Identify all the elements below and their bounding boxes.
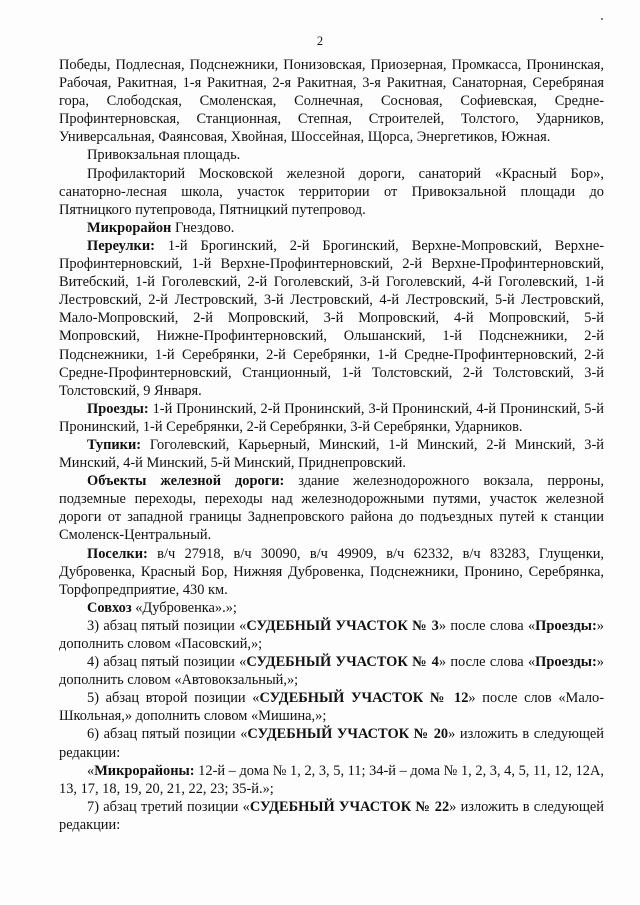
bold-text: Проезды:	[535, 654, 597, 671]
text-run: Гнездово.	[171, 219, 235, 236]
paragraph-prophylactorium	[59, 165, 604, 219]
bold-text: Тупики:	[87, 436, 142, 453]
text-run: Привокзальная площадь.	[87, 147, 241, 164]
text-run: Профилакторий Московской железной дороги, санаторий «Красный Бор», санаторно-лесная школа, участок территории от Привокзальной площади до Пятницкого путепровода, Пятницкий путепровод.	[59, 165, 604, 218]
document-body	[59, 56, 604, 834]
paragraph-item7	[59, 798, 604, 834]
page-number: 2	[316, 34, 324, 48]
paragraph-settlements	[59, 545, 604, 599]
paragraph-sovkhoz	[59, 599, 604, 617]
bold-text: СУДЕБНЫЙ УЧАСТОК № 4	[246, 654, 439, 671]
text-run: 6) абзац пятый позиции «	[87, 726, 248, 743]
text-run: » изложить в следующей редакции:	[59, 798, 605, 833]
text-run: 1-й Брогинский, 2-й Брогинский, Верхне-Мопровский, Верхне-Профинтерновский, 1-й Верхне-Профинтерновский, 2-й Верхне-Профинтерновский, Витебский, 1-й Гоголевский, 2-й Гоголевский, 3-й Гоголевский, 4-й Гоголевский, 1-й Лестровский, 2-й Лестровский, 3-й Лестровский, 4-й Лестровский, 5-й Лестровский, Мало-Мопровский, 2-й Мопровский, 3-й Мопровский, 4-й Мопровский, 5-й Мопровский, Нижне-Профинтерновский, Ольшанский, 1-й Подснежники, 2-й Подснежники, 1-й Серебрянки, 2-й Серебрянки, 1-й Средне-Профинтерновский, 2-й Средне-Профинтерновский, Станционный, 1-й Толстовский, 2-й Толстовский, 3-й Толстовский, 9 Января.	[59, 237, 604, 399]
text-run: 12-й – дома № 1, 2, 3, 5, 11; 34-й – дома № 1, 2, 3, 4, 5, 11, 12, 12А, 13, 17, 18, 19, 20, 21, 22, 23; 35-й.»;	[59, 762, 604, 797]
paragraph-item5	[59, 689, 604, 725]
paragraph-dead-ends	[59, 436, 604, 472]
paragraph-item3	[59, 617, 604, 653]
text-run: » изложить в следующей редакции:	[59, 726, 605, 761]
text-run: » после слова «	[438, 654, 536, 671]
bold-text: Микрорайоны:	[94, 762, 195, 779]
text-run: 1-й Пронинский, 2-й Пронинский, 3-й Пронинский, 4-й Пронинский, 5-й Пронинский, 1-й Серебрянки, 2-й Серебрянки, 3-й Серебрянки, Ударников.	[59, 400, 604, 435]
paragraph-square	[59, 146, 604, 164]
text-run: » после слов «Мало-Школьная,» дополнить словом «Мишина,»;	[59, 690, 604, 725]
bold-text: Поселки:	[87, 545, 148, 562]
bold-text: Переулки:	[87, 237, 155, 254]
text-run: 4) абзац пятый позиции «	[87, 654, 247, 671]
text-run: «Дубровенка».»;	[131, 599, 237, 616]
paragraph-item6-text	[59, 762, 604, 798]
paragraph-item4	[59, 653, 604, 689]
text-run: здание железнодорожного вокзала, перроны, подземные переходы, переходы над железнодорожными путями, участок железной дороги от западной границы Заднепровского района до подъездных путей к станции Смоленск-Центральный.	[59, 473, 604, 544]
text-run: Гоголевский, Карьерный, Минский, 1-й Минский, 2-й Минский, 3-й Минский, 4-й Минский, 5-й Минский, Приднепровский.	[59, 436, 604, 472]
text-run: » дополнить словом «Пасовский,»;	[59, 617, 604, 652]
text-run: » дополнить словом «Автовокзальный,»;	[59, 654, 604, 689]
bold-text: Совхоз	[87, 599, 132, 616]
scan-speck	[601, 18, 603, 20]
paragraph-lanes	[59, 237, 604, 400]
text-run: Победы, Подлесная, Подснежники, Понизовская, Приозерная, Промкасса, Пронинская, Рабочая, Ракитная, 1-я Ракитная, 2-я Ракитная, 3-я Ракитная, Санаторная, Серебряная гора, Слободская, Смоленская, Солнечная, Сосновая, Софиевская, Средне-Профинтерновская, Станционная, Степная, Строителей, Толстого, Ударников, Универсальная, Фаянсовая, Хвойная, Шоссейная, Щорса, Энергетиков, Южная.	[59, 57, 604, 146]
bold-text: Микрорайон	[87, 219, 172, 236]
text-run: в/ч 27918, в/ч 30090, в/ч 49909, в/ч 62332, в/ч 83283, Глущенки, Дубровенка, Красный Бор, Нижняя Дубровенка, Подснежники, Пронино, Серебрянка, Торфопредприятие, 430 км.	[59, 545, 604, 598]
paragraph-microdistrict	[59, 219, 604, 237]
bold-text: Проезды:	[535, 617, 597, 634]
paragraph-passages	[59, 400, 604, 436]
paragraph-item6	[59, 725, 604, 761]
text-run: » после слова «	[438, 617, 536, 634]
bold-text: СУДЕБНЫЙ УЧАСТОК № 12	[259, 690, 469, 707]
paragraph-streets-cont	[59, 56, 604, 146]
text-run: 5) абзац второй позиции «	[87, 690, 260, 707]
bold-text: СУДЕБНЫЙ УЧАСТОК № 22	[249, 798, 450, 815]
bold-text: СУДЕБНЫЙ УЧАСТОК № 20	[247, 726, 449, 743]
text-run: 7) абзац третий позиции «	[87, 798, 250, 815]
bold-text: СУДЕБНЫЙ УЧАСТОК № 3	[246, 617, 439, 634]
text-run: «	[87, 762, 95, 779]
bold-text: Объекты железной дороги:	[87, 473, 285, 490]
text-run: 3) абзац пятый позиции «	[87, 617, 247, 634]
paragraph-railway	[59, 472, 604, 544]
bold-text: Проезды:	[87, 400, 149, 417]
